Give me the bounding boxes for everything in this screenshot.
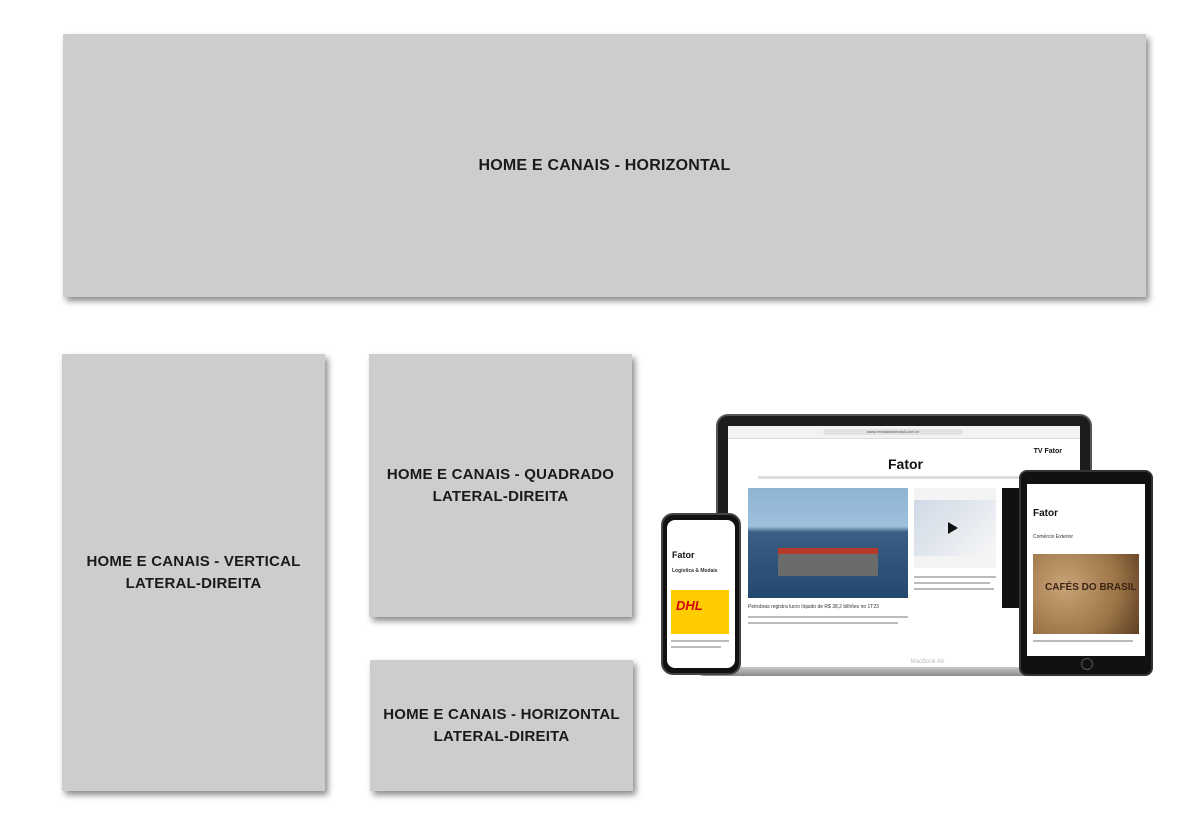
tv-fator-label: TV Fator (1033, 448, 1062, 455)
text-line (914, 582, 990, 584)
dhl-logo-text: DHL (676, 598, 703, 613)
text-line (671, 646, 721, 648)
ad-slot-label: HOME E CANAIS - HORIZONTAL (383, 705, 620, 723)
devices-mockup (655, 405, 1200, 690)
laptop-headline: Petrobras registra lucro líquido de R$ 38,2 bilhões no 1T23 (748, 604, 879, 610)
phone-article-image (671, 590, 729, 634)
ad-slot-square-right (369, 354, 632, 617)
coffee-sack-text: CAFÉS DO BRASIL (1045, 582, 1137, 593)
ad-slot-sublabel: LATERAL-DIREITA (433, 727, 570, 745)
ad-slot-horizontal-right (370, 660, 633, 791)
tablet-section-title: Comércio Exterior (1033, 534, 1074, 540)
ship-shape (778, 548, 878, 576)
laptop-model-label: MacBook Air (910, 659, 945, 665)
ad-slot-vertical-right (62, 354, 325, 791)
ad-slot-sublabel: LATERAL-DIREITA (432, 487, 569, 505)
ad-slot-sublabel: LATERAL-DIREITA (125, 574, 262, 592)
url-bar: www.revistafatorbrasil.com.br (823, 429, 963, 435)
browser-toolbar (728, 426, 1080, 439)
text-line (914, 588, 994, 590)
text-line (748, 616, 908, 618)
ad-slot-home-horizontal (63, 34, 1146, 297)
text-line (1033, 640, 1133, 642)
site-logo: Fator (1033, 508, 1058, 519)
play-icon (948, 522, 958, 534)
text-line (748, 622, 898, 624)
ad-slot-label: HOME E CANAIS - QUADRADO (386, 465, 615, 483)
site-logo: Fator (888, 456, 923, 472)
phone-webpage (667, 520, 735, 668)
text-line (914, 576, 996, 578)
ad-slot-label: HOME E CANAIS - VERTICAL (86, 552, 301, 570)
hero-image (748, 488, 908, 598)
video-thumbnail (914, 500, 996, 556)
phone-device (661, 513, 741, 675)
text-line (671, 640, 729, 642)
home-button-icon (1081, 658, 1093, 670)
tablet-device (1019, 470, 1153, 676)
phone-section-title: Logística & Modais (672, 568, 718, 574)
site-menu-bar (758, 476, 1060, 479)
ad-slot-label: HOME E CANAIS - HORIZONTAL (478, 156, 731, 174)
tablet-webpage (1027, 484, 1145, 656)
tablet-article-image (1033, 554, 1139, 634)
site-logo: Fator (672, 550, 695, 560)
